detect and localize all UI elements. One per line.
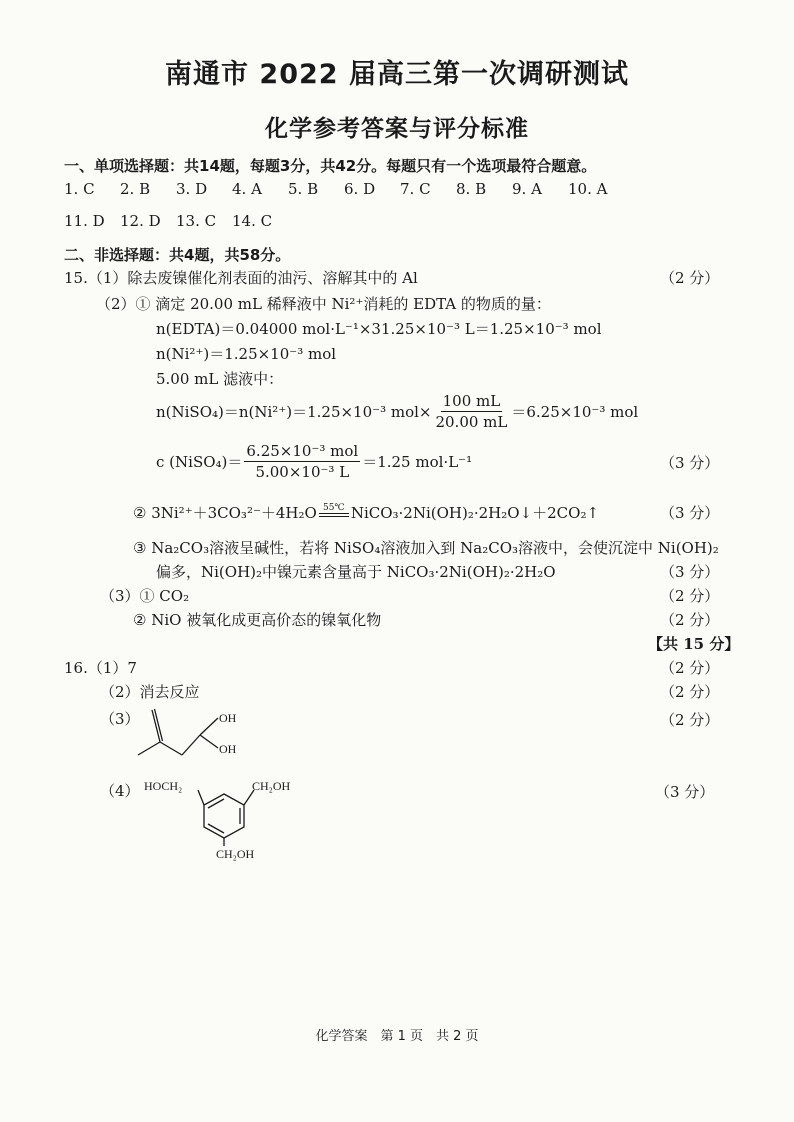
mc-answer: 10. A [568,180,608,198]
q15-c-left: c (NiSO₄)＝ [156,453,243,471]
q15-part3-1: （3）① CO₂ [100,587,190,605]
q15-eq-condition-arrow [319,503,349,523]
q15-nniso4-line [156,392,638,431]
q15-filtrate-line: 5.00 mL 滤液中： [156,370,284,388]
q15-equation [133,502,599,523]
page-footer: 化学答案 第 1 页 共 2 页 [315,1029,479,1044]
mc-answer: 3. D [176,180,208,198]
section2-heading: 二、非选择题：共4题，共58分。 [64,246,291,264]
q16-part2-points: （2 分） [660,683,720,701]
mc-answer: 12. D [120,212,161,230]
q15-part3-1-points: （2 分） [660,587,720,605]
mc-answer: 1. C [64,180,95,198]
mc-answer: 2. B [120,180,151,198]
q16-part3-oh2: OH [219,742,237,756]
q16-part4: （4） [100,782,140,800]
mc-answers-row2 [64,212,288,230]
q15-c-points: （3 分） [660,454,720,472]
q15-part3-2: ② NiO 被氧化成更高价态的镍氧化物 [133,611,382,629]
q16-part4-group-left: HOCH₂ [144,779,183,793]
q15-frac1-numerator: 100 mL [442,392,501,410]
q15-eq-points: （3 分） [660,504,720,522]
q15-nniso4-right: ＝6.25×10⁻³ mol [511,403,639,421]
q16-part4-structure [140,772,320,862]
q16-part3-oh1: OH [219,711,237,725]
q15-frac1-denominator: 20.00 mL [435,413,508,431]
q15-nniso4-left: n(NiSO₄)＝n(Ni²⁺)＝1.25×10⁻³ mol× [156,403,432,421]
mc-answer: 4. A [232,180,262,198]
q15-ni-line: n(Ni²⁺)＝1.25×10⁻³ mol [156,345,337,363]
q15-eq-left: ② 3Ni²⁺＋3CO₃²⁻＋4H₂O [133,504,317,522]
q15-eq-sign [319,513,349,517]
q15-edta-line: n(EDTA)＝0.04000 mol·L⁻¹×31.25×10⁻³ L＝1.25×10⁻³ mol [156,320,602,338]
mc-answer: 14. C [232,212,273,230]
mc-answer: 9. A [512,180,542,198]
q15-concentration-line [156,442,472,481]
q15-part2-intro: （2）① 滴定 20.00 mL 稀释液中 Ni²⁺消耗的 EDTA 的物质的量： [96,295,551,313]
q15-part2-3-points: （3 分） [660,563,720,581]
q16-part3-points: （2 分） [660,711,720,729]
q15-concentration-fraction [244,442,360,481]
q16-part4-points: （3 分） [655,783,715,801]
q15-part2-3-line2: 偏多，Ni(OH)₂中镍元素含量高于 NiCO₃·2Ni(OH)₂·2H₂O [156,563,556,581]
q15-frac2-numerator: 6.25×10⁻³ mol [246,442,359,460]
q16-part1-points: （2 分） [660,659,720,677]
q16-part4-group-right: CH₂OH [252,779,291,793]
mc-answer: 6. D [344,180,376,198]
mc-answer: 7. C [400,180,431,198]
q15-eq-right: NiCO₃·2Ni(OH)₂·2H₂O↓＋2CO₂↑ [350,504,600,522]
mc-answer: 11. D [64,212,105,230]
q15-part1: 15.（1）除去废镍催化剂表面的油污、溶解其中的 Al [64,269,418,287]
q15-part3-2-points: （2 分） [660,611,720,629]
q15-frac2-denominator: 5.00×10⁻³ L [255,463,350,481]
q15-c-right: ＝1.25 mol·L⁻¹ [362,453,473,471]
mc-answer: 13. C [176,212,217,230]
mc-answer: 5. B [288,180,319,198]
q15-volume-ratio [433,392,509,431]
page-subtitle: 化学参考答案与评分标准 [265,116,529,142]
q15-eq-condition: 55℃ [323,503,345,513]
q16-part4-group-bottom: CH₂OH [216,847,255,861]
q15-total: 【共 15 分】 [648,635,740,653]
q16-part1: 16.（1）7 [64,659,137,677]
mc-answer: 8. B [456,180,487,198]
section1-heading: 一、单项选择题：共14题，每题3分，共42分。每题只有一个选项最符合题意。 [64,157,597,175]
mc-answers-row1 [64,180,624,198]
q16-part3: （3） [100,710,140,728]
q16-part2: （2）消去反应 [100,683,200,701]
page-title: 南通市 2022 届高三第一次调研测试 [165,59,629,90]
q15-part2-3-line1: ③ Na₂CO₃溶液呈碱性，若将 NiSO₄溶液加入到 Na₂CO₃溶液中，会使沉淀中 Ni(OH)₂ [133,539,719,557]
q15-part1-points: （2 分） [660,269,720,287]
q16-part3-structure [130,700,250,772]
